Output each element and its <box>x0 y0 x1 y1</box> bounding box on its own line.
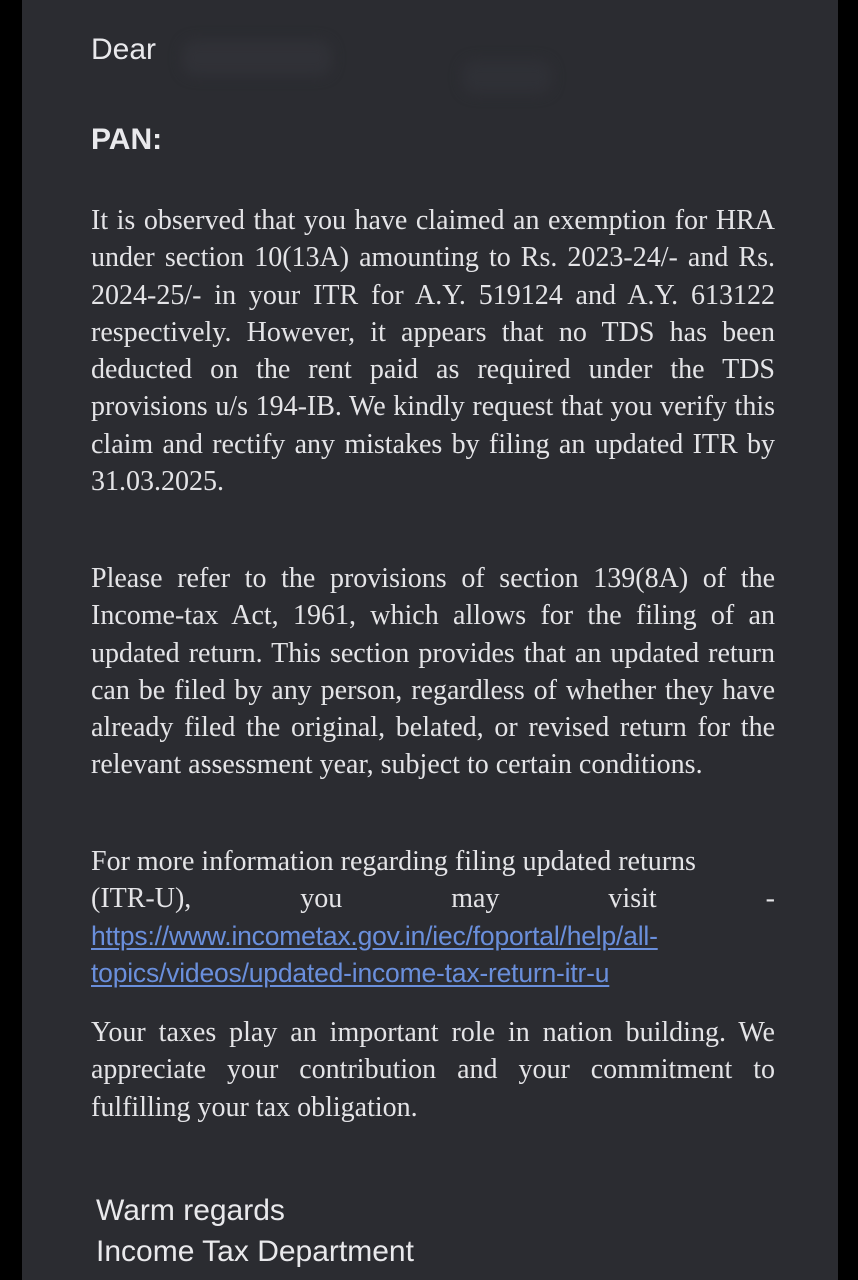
word-you: you <box>300 883 343 915</box>
signature: Income Tax Department <box>96 1235 414 1268</box>
word-visit: visit <box>608 883 657 915</box>
paragraph-more-info <box>91 843 775 992</box>
link-line-1[interactable]: https://www.incometax.gov.in/iec/foportal/help/all- <box>91 920 658 951</box>
paragraph-section-139-8a: Please refer to the provisions of section 139(8A) of the Income-tax Act, 1961, which allows for the filing of an updated return. This section provides that an updated return can be filed by any person, regardless of whether they have already filed the original, belated, or revised return for the relevant assessment year, subject to certain conditions. <box>91 563 775 781</box>
redacted-name-2 <box>462 60 552 94</box>
link-line-2[interactable]: topics/videos/updated-income-tax-return-itr-u <box>91 957 610 988</box>
redacted-name <box>182 40 332 76</box>
paragraph-hra-exemption: It is observed that you have claimed an exemption for HRA under section 10(13A) amounting to Rs. 2023-24/- and Rs. 2024-25/- in your ITR for A.Y. 519124 and A.Y. 613122 respectively. However, it appears that no TDS has been deducted on the rent paid as required under the TDS provisions u/s 194-IB. We kindly request that you verify this claim and rectify any mistakes by filing an updated ITR by 31.03.2025. <box>91 205 775 498</box>
pan-label: PAN: <box>91 123 163 156</box>
itr-u-help-link[interactable] <box>91 918 775 993</box>
word-dash: - <box>765 883 775 915</box>
more-info-visit-line <box>91 880 775 917</box>
more-info-line: For more information regarding filing updated returns <box>91 846 696 877</box>
word-itr-u: (ITR-U), <box>91 883 192 915</box>
closing: Warm regards <box>96 1194 285 1227</box>
paragraph-nation-building: Your taxes play an important role in nation building. We appreciate your contribution and your commitment to fulfilling your tax obligation. <box>91 1017 775 1123</box>
greeting: Dear <box>91 33 157 66</box>
word-may: may <box>451 883 500 915</box>
